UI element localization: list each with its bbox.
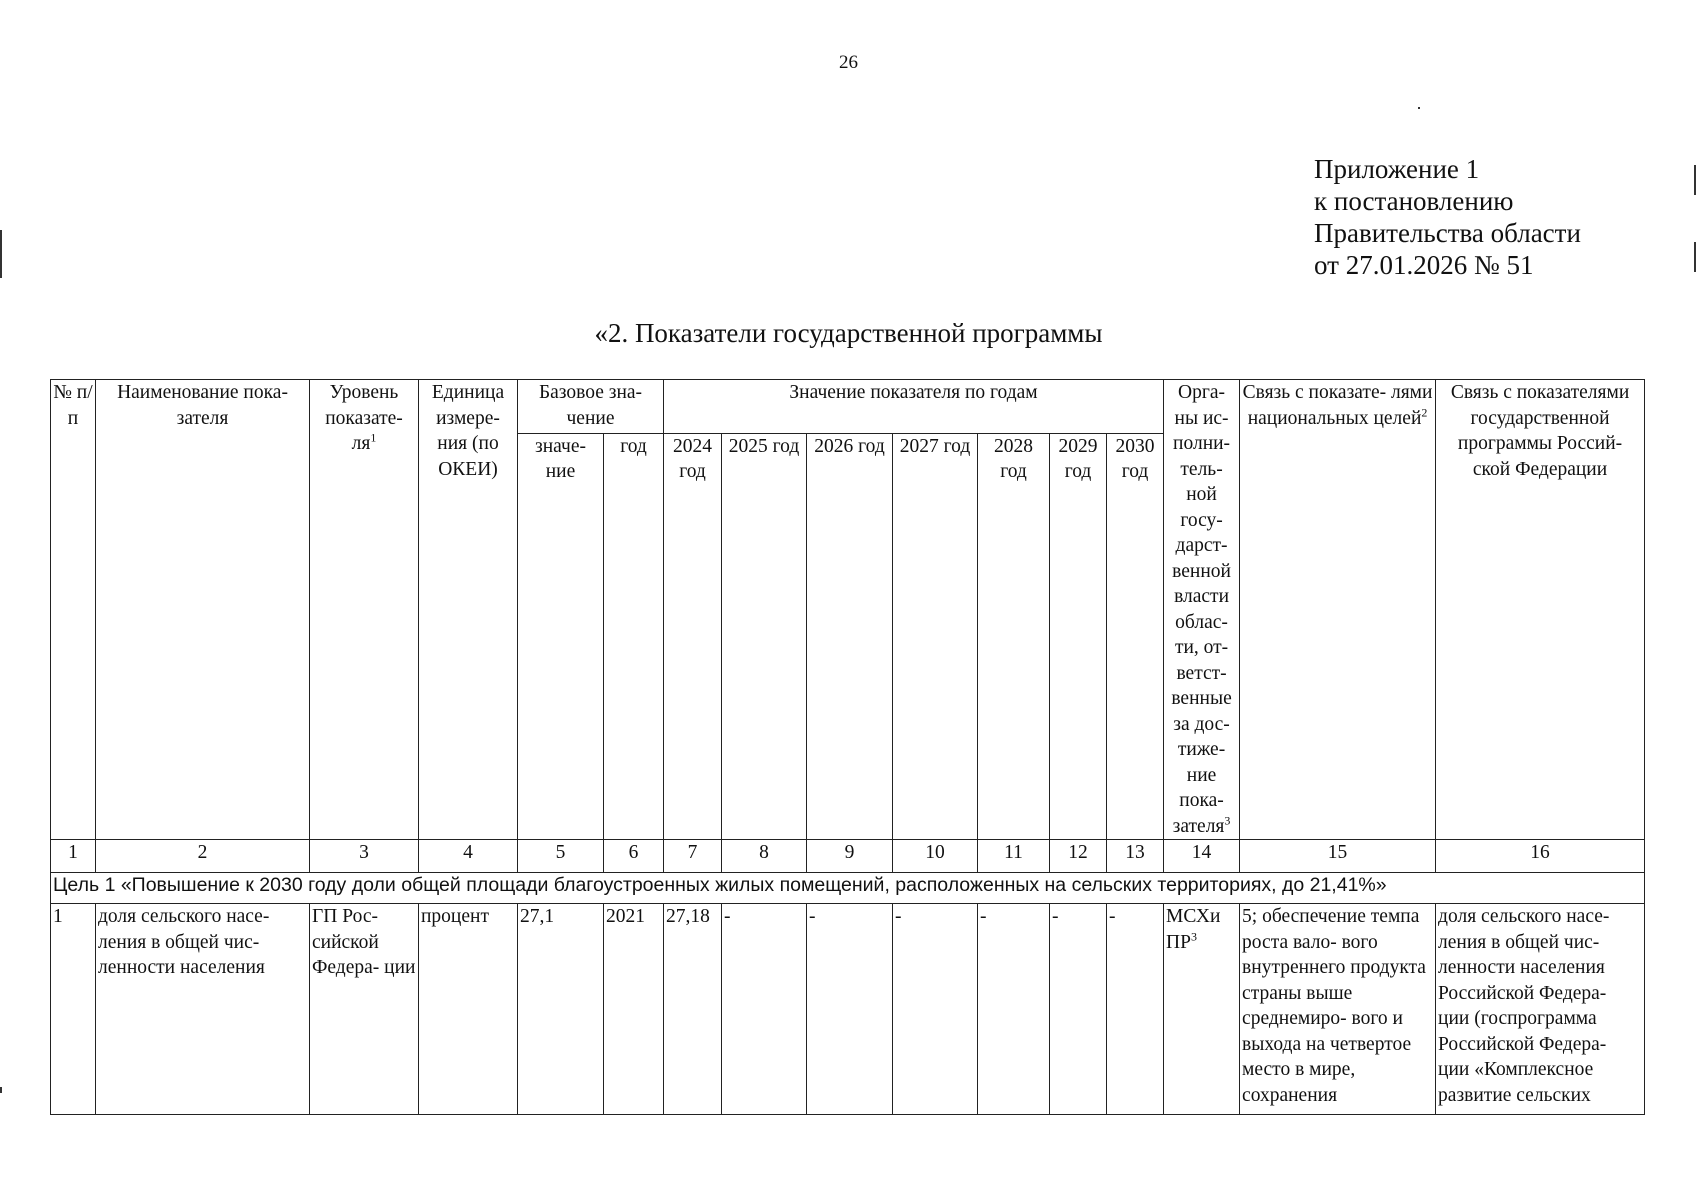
header-year-2026: 2026 год [807,433,893,839]
appendix-line-4: от 27.01.2026 № 51 [1314,250,1534,280]
header-national-footnote: 2 [1421,405,1428,419]
cell-level: ГП Рос- сийской Федера- ции [310,904,419,1115]
header-year-2029: 2029 год [1050,433,1107,839]
header-year-2030: 2030 год [1107,433,1164,839]
cell-2030: - [1107,904,1164,1115]
document-title: «2. Показатели государственной программы [594,318,1103,348]
appendix-line-3: Правительства области [1314,218,1581,248]
header-authority-footnote: 3 [1224,813,1231,827]
column-number: 9 [807,840,893,873]
column-number: 3 [310,840,419,873]
cell-unit: процент [419,904,518,1115]
header-year-2028: 2028 год [978,433,1050,839]
cell-num: 1 [51,904,96,1115]
column-number: 8 [722,840,807,873]
goal-row [51,873,1645,904]
header-unit: Единица измере- ния (по ОКЕИ) [419,380,518,840]
page-number: 26 [839,52,858,73]
column-number: 12 [1050,840,1107,873]
header-year-2025: 2025 год [722,433,807,839]
header-authority [1164,380,1240,840]
header-year-2027: 2027 год [893,433,978,839]
scan-mark-left-bottom [0,1087,2,1093]
header-base-value: значе- ние [518,433,604,839]
cell-2028: - [978,904,1050,1115]
cell-2025: - [722,904,807,1115]
header-num: № п/п [51,380,96,840]
cell-base-value: 27,1 [518,904,604,1115]
appendix-line-2: к постановлению [1314,186,1514,216]
scan-mark-right [1694,165,1696,195]
header-level [310,380,419,840]
goal-text: Цель 1 «Повышение к 2030 году доли общей площади благоустроенных жилых помещений, расположенных на сельских территориях, до 21,41%» [51,873,1645,904]
column-numbers-row [51,840,1645,873]
cell-national-goals: 5; обеспечение темпа роста вало- вого внутреннего продукта страны выше среднемиро- вого и выхода на четвертое место в мире, сохранения [1240,904,1436,1115]
cell-federal-program: доля сельского насе- ления в общей чис- ленности населения Российской Федера- ции (госпрограмма Российской Федера- ции «Комплексное развитие сельских [1436,904,1645,1115]
column-number: 7 [664,840,722,873]
cell-2027: - [893,904,978,1115]
header-name: Наименование пока- зателя [96,380,310,840]
column-number: 5 [518,840,604,873]
column-number: 13 [1107,840,1164,873]
indicators-table [50,379,1645,1115]
header-level-text: Уровень показате- ля [325,382,403,454]
scan-mark-right-2 [1694,242,1696,272]
column-number: 16 [1436,840,1645,873]
column-number: 11 [978,840,1050,873]
header-row-1 [51,380,1645,434]
header-years-group: Значение показателя по годам [664,380,1164,434]
header-federal-program: Связь с показателями государственной программы Россий- ской Федерации [1436,380,1645,840]
appendix-line-1: Приложение 1 [1314,154,1480,184]
cell-authority [1164,904,1240,1115]
header-base: Базовое зна- чение [518,380,664,434]
column-number: 4 [419,840,518,873]
header-year-2024: 2024 год [664,433,722,839]
column-number: 10 [893,840,978,873]
header-level-footnote: 1 [370,430,377,445]
cell-2029: - [1050,904,1107,1115]
scan-dot [1418,107,1420,109]
header-authority-text: Орга- ны ис- полни- тель- ной госу- дарст- венной власти облас- ти, от- ветст- венные за дос- тиже- ние пока- зателя [1171,382,1232,837]
header-national-goals [1240,380,1436,840]
appendix-block [1314,153,1581,281]
column-number: 6 [604,840,664,873]
cell-2026: - [807,904,893,1115]
cell-name: доля сельского насе- ления в общей чис- ленности населения [96,904,310,1115]
scan-mark-left [0,230,2,278]
column-number: 1 [51,840,96,873]
table-row [51,904,1645,1115]
header-national-text: Связь с показате- лями национальных целей [1242,382,1433,429]
cell-authority-footnote: 3 [1190,929,1197,943]
cell-base-year: 2021 [604,904,664,1115]
header-base-year: год [604,433,664,839]
column-number: 15 [1240,840,1436,873]
cell-2024: 27,18 [664,904,722,1115]
column-number: 14 [1164,840,1240,873]
column-number: 2 [96,840,310,873]
cell-authority-text: МСХи ПР [1166,906,1221,953]
